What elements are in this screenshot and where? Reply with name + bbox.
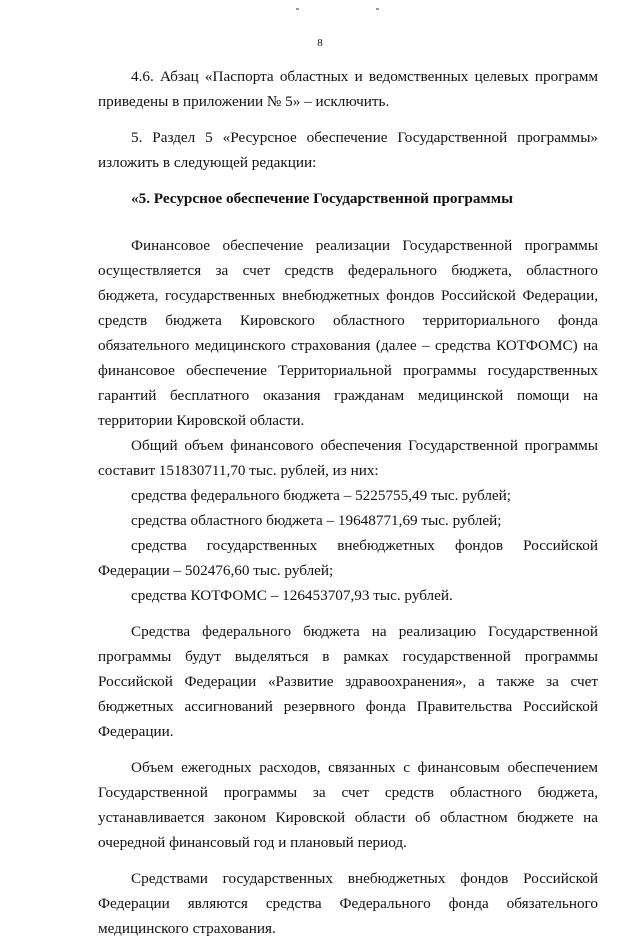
- scan-speck: [376, 8, 379, 10]
- paragraph-4-6: 4.6. Абзац «Паспорта областных и ведомственных целевых программ приведены в приложении № 5» – исключить.: [98, 68, 598, 110]
- paragraph-federal-allocation: Средства федерального бюджета на реализацию Государственной программы будут выделяться в рамках государственной программы Российской Федерации «Развитие здравоохранения», а также за счет бюджетных ассигнований резервного фонда Правительства Российской Федерации.: [98, 623, 598, 740]
- list-item-federal-budget: средства федерального бюджета – 5225755,49 тыс. рублей;: [131, 487, 512, 504]
- paragraph-section-5-edit: 5. Раздел 5 «Ресурсное обеспечение Государственной программы» изложить в следующей редакции:: [98, 129, 598, 171]
- paragraph-extra-budget-definition: Средствами государственных внебюджетных фондов Российской Федерации являются средства Федерального фонда обязательного медицинского страхования.: [98, 870, 598, 937]
- list-item-extra-budget-funds: средства государственных внебюджетных фондов Российской Федерации – 502476,60 тыс. рублей;: [98, 537, 598, 579]
- list-item-kotfoms: средства КОТФОМС – 126453707,93 тыс. рублей.: [131, 587, 453, 604]
- section-heading: «5. Ресурсное обеспечение Государственной программы: [131, 190, 513, 207]
- list-item-regional-budget: средства областного бюджета – 19648771,69 тыс. рублей;: [131, 512, 502, 529]
- paragraph-annual-expenses: Объем ежегодных расходов, связанных с финансовым обеспечением Государственной программы за счет средств областного бюджета, устанавливается законом Кировской области об областном бюджете на очередной финансовый год и плановый период.: [98, 759, 598, 851]
- scan-speck: [296, 8, 299, 10]
- paragraph-financing-sources: Финансовое обеспечение реализации Государственной программы осуществляется за счет средств федерального бюджета, областного бюджета, государственных внебюджетных фондов Российской Федерации, средств бюджета Кировского областного территориального фонда обязательного медицинского страхования (далее – средства КОТФОМС) на финансовое обеспечение Территориальной программы государственных гарантий бесплатного оказания гражданам медицинской помощи на территории Кировской области.: [98, 237, 598, 429]
- document-body: [98, 64, 598, 941]
- paragraph-total-volume: Общий объем финансового обеспечения Государственной программы составит 151830711,70 тыс. рублей, из них:: [98, 437, 598, 479]
- page-number: 8: [317, 37, 323, 49]
